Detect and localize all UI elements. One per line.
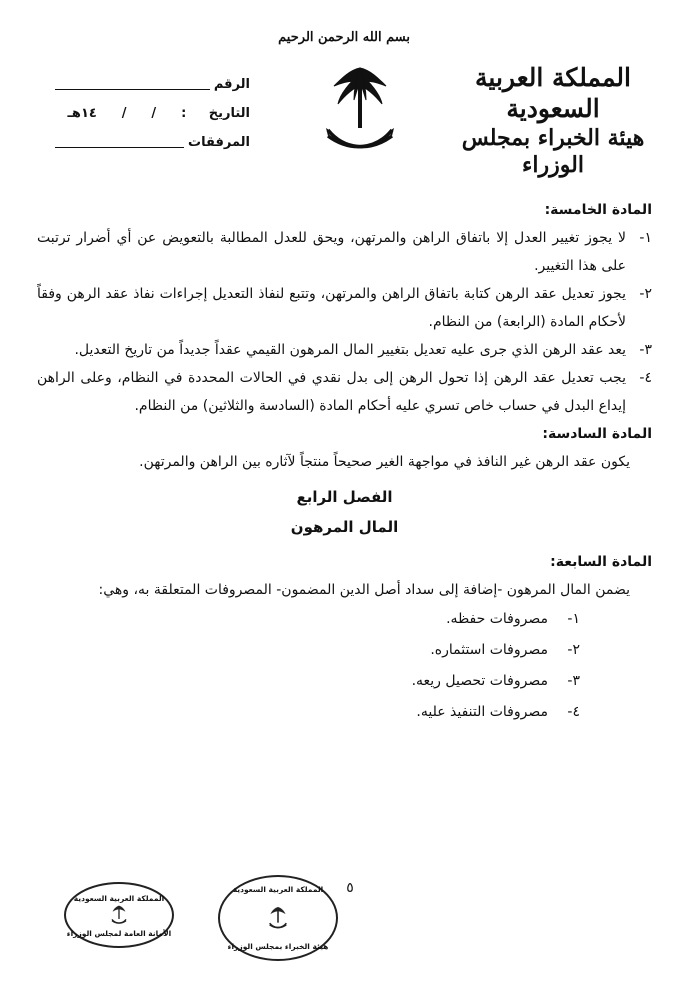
chapter-title: الفصل الرابع bbox=[296, 488, 393, 506]
seal-emblem-icon bbox=[265, 905, 291, 931]
list-item: ٣- مصروفات تحصيل ريعه. bbox=[411, 673, 580, 689]
date-label: التاريخ bbox=[208, 106, 250, 121]
reference-block bbox=[55, 70, 250, 157]
seal-left-bottom-text: الأمانة العامة لمجلس الوزراء bbox=[66, 929, 172, 938]
attachments-line bbox=[55, 137, 184, 148]
list-item: ٢- مصروفات استثماره. bbox=[430, 642, 580, 658]
article-5-item: ١- لا يجوز تغيير العدل إلا باتفاق الراهن والمرتهن، ويحق للعدل المطالبة بالتعويض عن أي أضرار ترتبت على هذا التغيير. bbox=[37, 230, 652, 274]
article-5-heading: المادة الخامسة: bbox=[544, 202, 652, 218]
article-5-item: ٣- يعد عقد الرهن الذي جرى عليه تعديل بتغيير المال المرهون القيمي عقداً جديداً من تاريخ التعديل. bbox=[74, 342, 652, 358]
article-5-item: ٢- يجوز تعديل عقد الرهن كتابة باتفاق الراهن والمرتهن، وتتبع لنفاذ التعديل إجراءات نفاذ عقد الرهن وفقاً لأحكام المادة (الرابعة) من النظام. bbox=[37, 286, 652, 330]
page-number: ٥ bbox=[346, 880, 354, 896]
date-row bbox=[55, 99, 250, 128]
seal-emblem-icon bbox=[108, 904, 130, 926]
saudi-emblem-icon bbox=[320, 60, 400, 160]
reference-number-row bbox=[55, 70, 250, 99]
chapter-subtitle: المال المرهون bbox=[290, 518, 399, 536]
document-body bbox=[37, 196, 652, 728]
seal-left-top-text: المملكة العربية السعودية bbox=[73, 894, 165, 903]
list-item: ١- مصروفات حفظه. bbox=[446, 611, 580, 627]
reference-label: الرقم bbox=[213, 77, 250, 92]
seal-right-top-text: المملكة العربية السعودية bbox=[232, 885, 324, 894]
official-seal-right bbox=[218, 875, 338, 961]
kingdom-letterhead bbox=[438, 62, 668, 180]
article-5-item: ٤- يجب تعديل عقد الرهن إذا تحول الرهن إلى بدل نقدي في الحالات المحددة في النظام، وعلى الراهن إيداع البدل في حساب خاص تسري عليه أحكام المادة (السادسة والثلاثين) من النظام. bbox=[37, 370, 652, 414]
agency-name: هيئة الخبراء بمجلس الوزراء bbox=[461, 124, 645, 178]
attachments-row bbox=[55, 128, 250, 157]
article-7-list bbox=[37, 604, 652, 728]
basmala: بسم الله الرحمن الرحيم bbox=[278, 30, 410, 45]
date-fill: : / / ١٤هـ bbox=[67, 106, 187, 121]
date-year-suffix: ١٤هـ bbox=[67, 106, 97, 121]
kingdom-name: المملكة العربية السعودية bbox=[475, 63, 631, 124]
article-6-heading: المادة السادسة: bbox=[542, 426, 652, 442]
article-7-heading: المادة السابعة: bbox=[550, 554, 652, 570]
attachments-label: المرفقات bbox=[188, 135, 250, 150]
article-7-intro: يضمن المال المرهون -إضافة إلى سداد أصل الدين المضمون- المصروفات المتعلقة به، وهي: bbox=[98, 582, 630, 598]
list-item: ٤- مصروفات التنفيذ عليه. bbox=[416, 704, 580, 720]
reference-line bbox=[55, 79, 210, 90]
seal-right-bottom-text: هيئة الخبراء بمجلس الوزراء bbox=[227, 942, 329, 951]
article-6-text: يكون عقد الرهن غير النافذ في مواجهة الغير صحيحاً منتجاً لآثاره بين الراهن والمرتهن. bbox=[139, 454, 630, 470]
official-seal-left bbox=[64, 882, 174, 948]
